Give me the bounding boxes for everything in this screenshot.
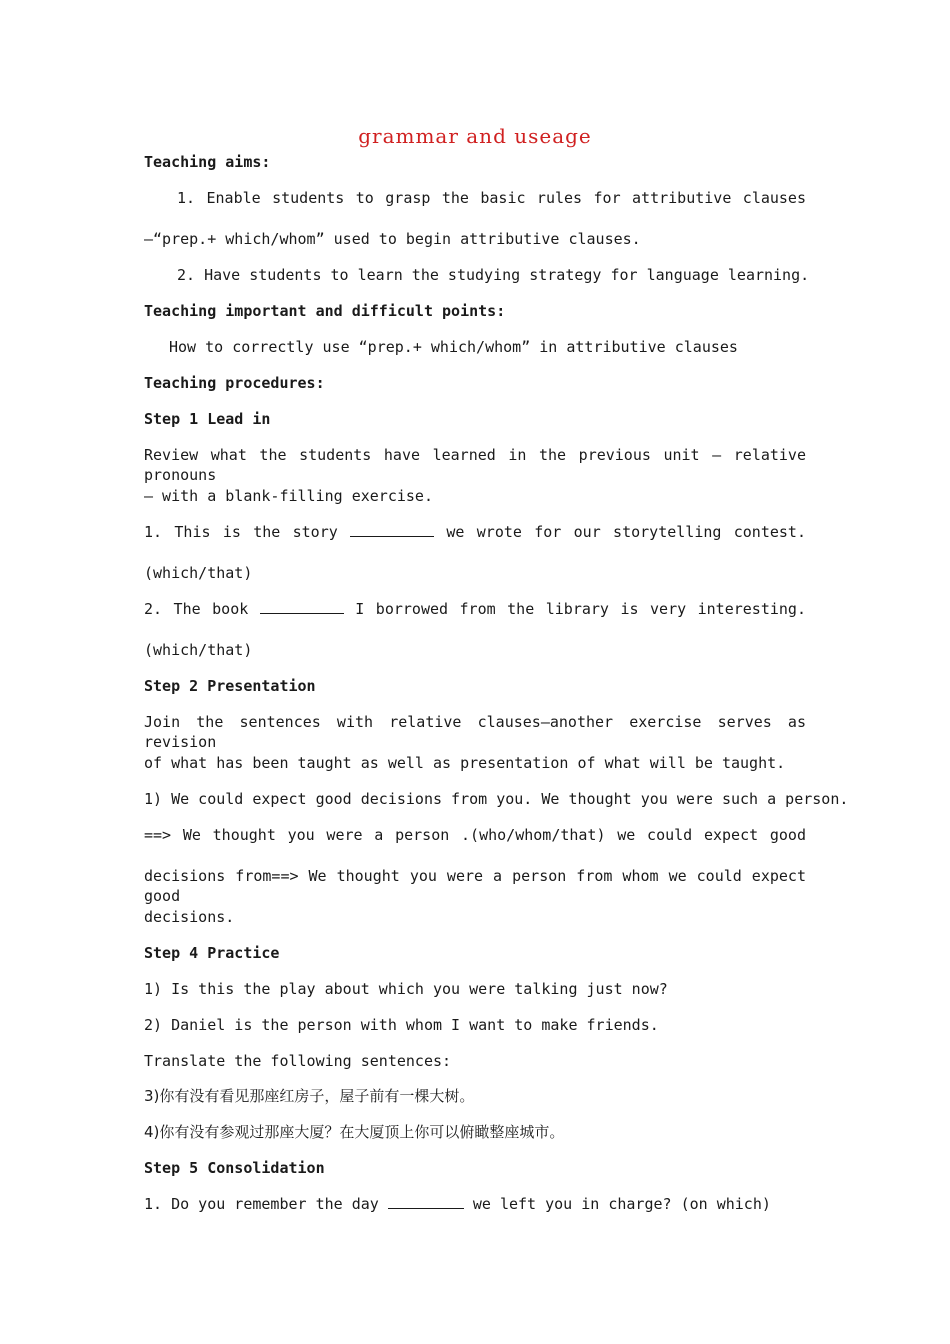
step-2-heading: Step 2 Presentation [144,677,316,695]
step-1-heading: Step 1 Lead in [144,410,271,428]
exercise-1-blank [350,522,434,537]
consolidation-1-text-after: we left you in charge? (on which) [463,1195,771,1213]
translate-label: Translate the following sentences: [144,1052,452,1070]
document-title: grammar and useage [358,124,592,148]
join-example-2: ==> We thought you were a person .(who/whom/that) we could expect good [144,826,806,844]
aim-1-line-1: 1. Enable students to grasp the basic rules for attributive clauses [177,189,806,207]
step-1-line-2: — with a blank-filling exercise. [144,487,433,505]
exercise-1 [144,522,806,542]
translate-sentence-3: 3)你有没有看见那座红房子，屋子前有一棵大树。 [144,1087,475,1105]
exercise-1-hint: (which/that) [144,564,253,582]
consolidation-1-text-before: 1. Do you remember the day [144,1195,388,1213]
step-4-heading: Step 4 Practice [144,944,280,962]
consolidation-1 [144,1194,806,1214]
step-2-line-2: of what has been taught as well as presentation of what will be taught. [144,754,786,772]
exercise-1-text-after: we wrote for our storytelling contest. [434,523,806,541]
exercise-2-hint: (which/that) [144,641,253,659]
aims-heading: Teaching aims: [144,153,271,171]
procedures-heading: Teaching procedures: [144,374,325,392]
exercise-1-text-before: 1. This is the story [144,523,351,541]
translate-sentence-4: 4)你有没有参观过那座大厦？在大厦顶上你可以俯瞰整座城市。 [144,1123,565,1141]
consolidation-1-blank [388,1194,464,1209]
step-2-line-1: Join the sentences with relative clauses—another exercise serves as revision [144,713,806,751]
exercise-2 [144,599,806,619]
join-example-1: 1) We could expect good decisions from you. We thought you were such a person. [144,790,849,808]
exercise-2-blank [260,599,344,614]
join-example-4: decisions. [144,908,235,926]
step-1-line-1: Review what the students have learned in the previous unit — relative pronouns [144,446,806,484]
step-5-heading: Step 5 Consolidation [144,1159,325,1177]
points-text: How to correctly use “prep.+ which/whom” in attributive clauses [169,338,738,356]
practice-2: 2) Daniel is the person with whom I want to make friends. [144,1016,659,1034]
points-heading: Teaching important and difficult points: [144,302,506,320]
aim-1-line-2: —“prep.+ which/whom” used to begin attributive clauses. [144,230,641,248]
aim-2: 2. Have students to learn the studying strategy for language learning. [177,266,810,284]
exercise-2-text-before: 2. The book [144,600,260,618]
join-example-3: decisions from==> We thought you were a person from whom we could expect good [144,867,806,905]
practice-1: 1) Is this the play about which you were talking just now? [144,980,668,998]
exercise-2-text-after: I borrowed from the library is very interesting. [343,600,806,618]
